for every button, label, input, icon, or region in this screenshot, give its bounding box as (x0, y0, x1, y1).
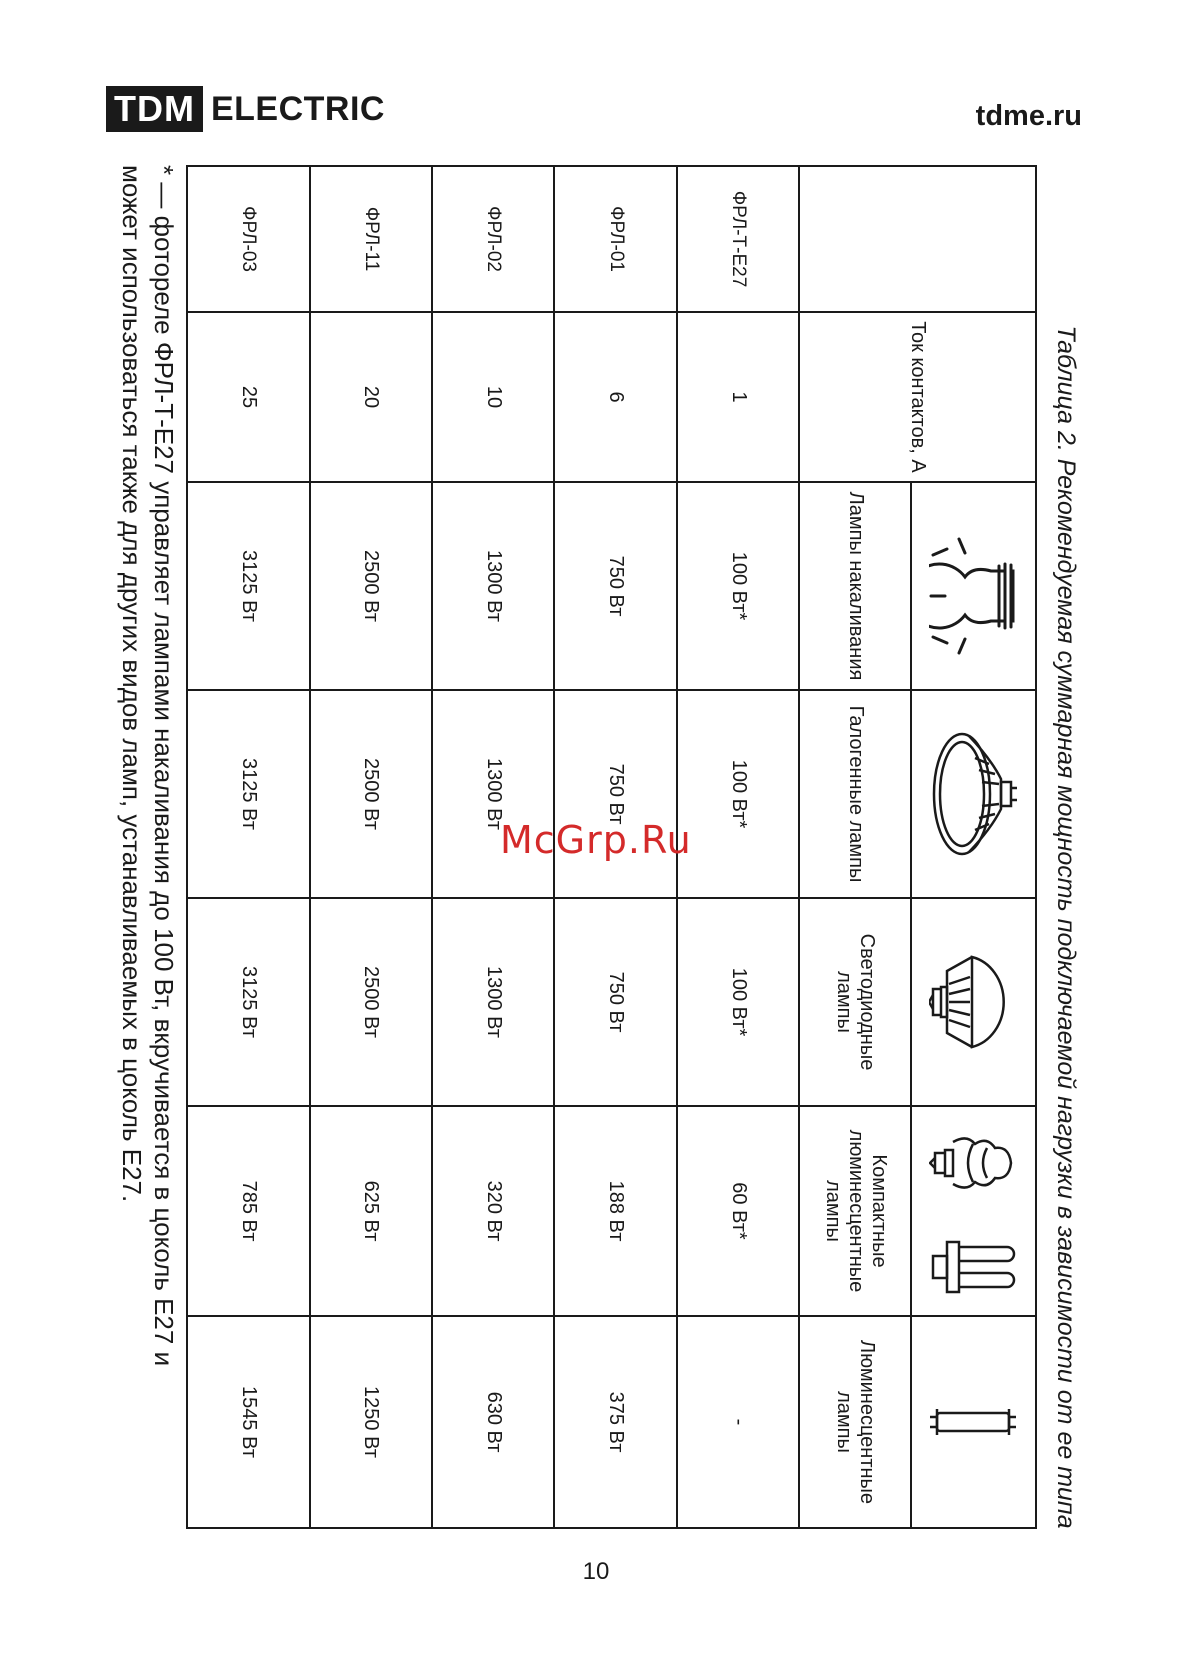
row-current: 20 (310, 312, 432, 482)
brand-logo (106, 86, 385, 132)
header-led: Светодиодные лампы (799, 898, 910, 1106)
row-fluorescent: 1250 Вт (310, 1316, 432, 1528)
row-fluorescent: 1545 Вт (187, 1316, 310, 1528)
footnote-line: * — фотореле ФРЛ-Т-Е27 управляет лампами накаливания до 100 Вт, вкручивается в цоколь Е27 и (149, 165, 179, 1367)
row-model: ФРЛ-01 (554, 166, 676, 312)
icon-cell-cfl (911, 1106, 1036, 1316)
row-current: 1 (677, 312, 799, 482)
footnote-line: может использоваться также для других видов ламп, устанавливаемых в цоколь Е27. (117, 165, 147, 1203)
row-model: ФРЛ-03 (187, 166, 310, 312)
icon-cell-incandescent (911, 482, 1036, 690)
footnote (116, 165, 180, 1545)
row-fluorescent: 375 Вт (554, 1316, 676, 1528)
row-model: ФРЛ-02 (432, 166, 554, 312)
row-cfl: 60 Вт* (677, 1106, 799, 1316)
halogen-lamp-icon (929, 714, 1017, 874)
row-halogen: 750 Вт (554, 690, 676, 898)
row-incandescent: 750 Вт (554, 482, 676, 690)
row-fluorescent: 630 Вт (432, 1316, 554, 1528)
row-incandescent: 1300 Вт (432, 482, 554, 690)
row-incandescent: 100 Вт* (677, 482, 799, 690)
brand-logo-word: ELECTRIC (210, 89, 385, 128)
page-number: 10 (582, 1558, 610, 1585)
row-current: 6 (554, 312, 676, 482)
table-caption: Таблица 2. Рекомендуемая суммарная мощность подключаемой нагрузки в зависимости от ее типа (1052, 325, 1080, 1529)
row-incandescent: 2500 Вт (310, 482, 432, 690)
header-incandescent: Лампы накаливания (799, 482, 910, 690)
table-row (677, 166, 799, 1528)
row-led: 3125 Вт (187, 898, 310, 1106)
header-fluorescent: Люминесцентные лампы (799, 1316, 910, 1528)
row-incandescent: 3125 Вт (187, 482, 310, 690)
incandescent-bulb-icon (929, 511, 1017, 661)
watermark: McGrp.Ru (500, 818, 692, 862)
row-led: 100 Вт* (677, 898, 799, 1106)
icon-cell-halogen (911, 690, 1036, 898)
table-row (187, 166, 310, 1528)
row-halogen: 100 Вт* (677, 690, 799, 898)
compact-fluorescent-tube-icon (929, 1232, 1017, 1302)
led-bulb-icon (929, 927, 1017, 1077)
row-cfl: 320 Вт (432, 1106, 554, 1316)
row-led: 2500 Вт (310, 898, 432, 1106)
row-cfl: 188 Вт (554, 1106, 676, 1316)
row-current: 25 (187, 312, 310, 482)
icon-cell-led (911, 898, 1036, 1106)
table-row (310, 166, 432, 1528)
header-cfl: Компактные люминесцентные лампы (799, 1106, 910, 1316)
header-cell-empty (799, 166, 1036, 312)
row-led: 750 Вт (554, 898, 676, 1106)
row-cfl: 625 Вт (310, 1106, 432, 1316)
header-halogen: Галогенные лампы (799, 690, 910, 898)
brand-logo-box: TDM (106, 86, 203, 132)
header-current: Ток контактов, А (799, 312, 1036, 482)
site-url: tdme.ru (975, 100, 1082, 132)
row-halogen: 3125 Вт (187, 690, 310, 898)
row-cfl: 785 Вт (187, 1106, 310, 1316)
row-current: 10 (432, 312, 554, 482)
row-led: 1300 Вт (432, 898, 554, 1106)
row-model: ФРЛ-11 (310, 166, 432, 312)
icon-cell-fluorescent (911, 1316, 1036, 1528)
row-model: ФРЛ-Т-Е27 (677, 166, 799, 312)
compact-fluorescent-lamp-icon (929, 1120, 1017, 1206)
fluorescent-tube-icon (929, 1377, 1017, 1467)
row-fluorescent: - (677, 1316, 799, 1528)
row-halogen: 1300 Вт (432, 690, 554, 898)
row-halogen: 2500 Вт (310, 690, 432, 898)
